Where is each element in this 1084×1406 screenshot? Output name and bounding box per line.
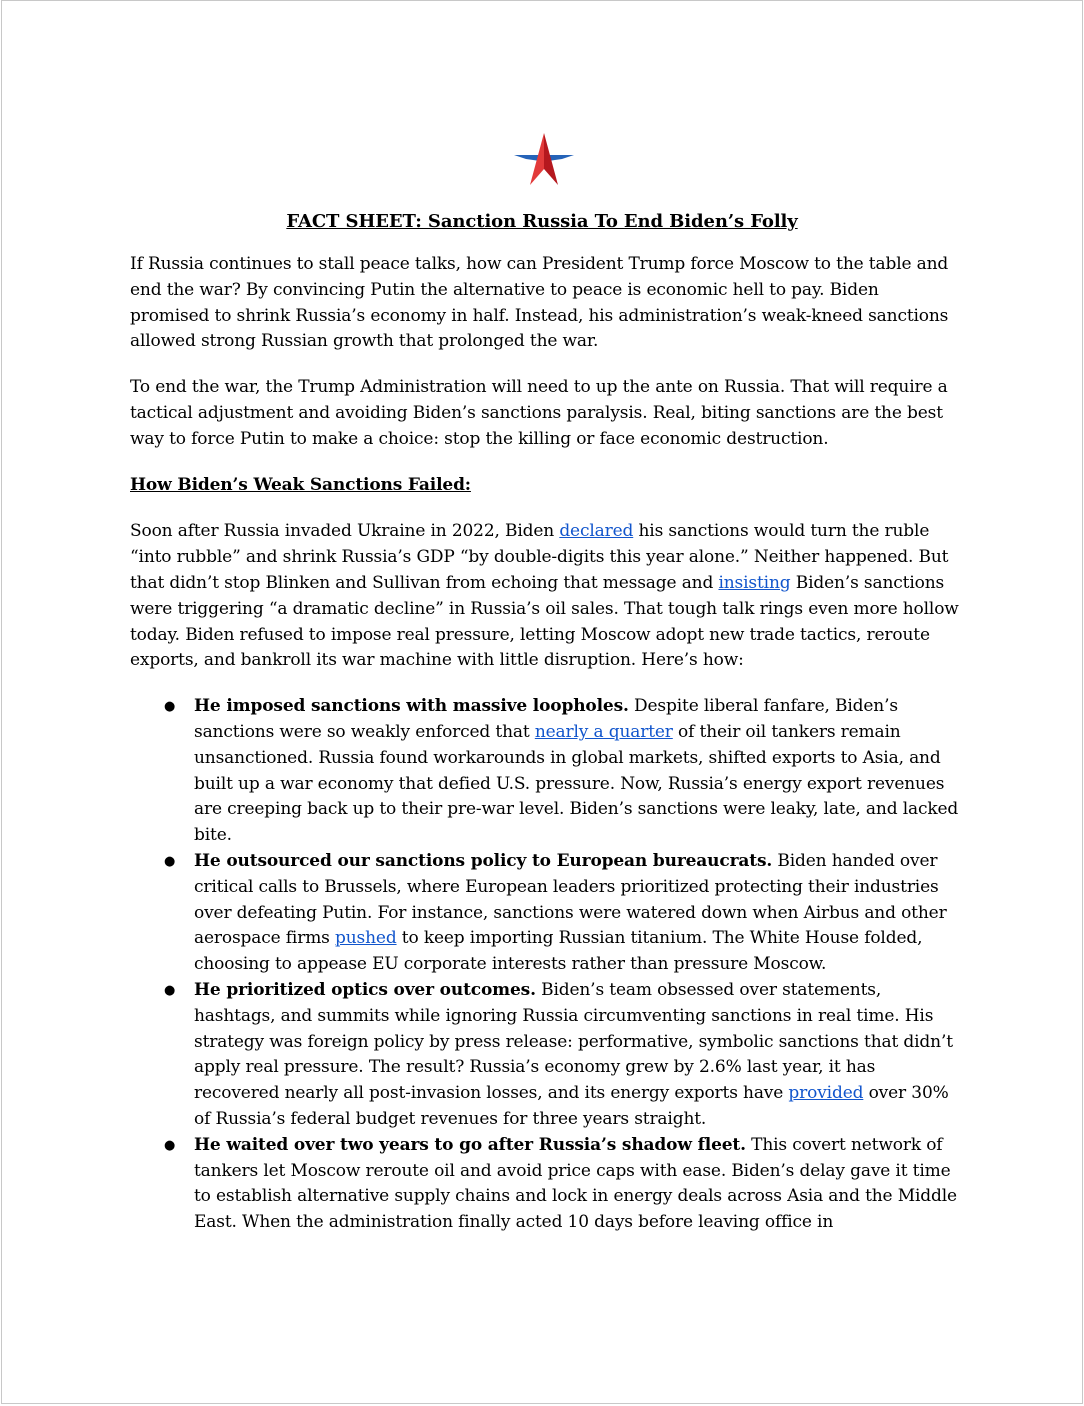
insisting-link[interactable]: insisting [718,572,791,593]
list-item: ● He outsourced our sanctions policy to European bureaucrats. Biden handed over critical calls to Brussels, where European leaders prioritized protecting their industries over defeating Putin. For instance, sanctions were watered down when Airbus and other aerospace firms pushed to keep importing Russian titanium. The White House folded, choosing to appease EU corporate interests rather than pressure Moscow. [164,850,947,975]
section-paragraph: Soon after Russia invaded Ukraine in 2022, Biden declared his sanctions would turn the ruble “into rubble” and shrink Russia’s GDP “by double-digits this year alone.” Neither happened. But that didn’t stop Blinken and Sullivan from echoing that message and insisting Biden’s sanctions were triggering “a dramatic decline” in Russia’s oil sales. That tough talk rings even more hollow today. Biden refused to impose real pressure, letting Moscow adopt new trade tactics, reroute exports, and bankroll its war machine with little disruption. Here’s how: [130,521,959,671]
provided-link[interactable]: provided [788,1083,864,1104]
section-heading: How Biden’s Weak Sanctions Failed: [130,474,471,495]
intro-paragraph: If Russia continues to stall peace talks, how can President Trump force Moscow to the table and end the war? By convincing Putin the alternative to peace is economic hell to pay. Biden promised to shrink Russia’s economy in half. Instead, his administration’s weak-kneed sanctions allowed strong Russian growth that prolonged the war. [130,254,949,352]
declared-link[interactable]: declared [559,521,634,542]
nearly-a-quarter-link[interactable]: nearly a quarter [534,721,673,742]
star-logo-icon [514,133,574,187]
bullet-icon: ● [164,699,176,715]
bullet-list [130,694,960,1236]
bullet-icon: ● [164,1137,176,1153]
document-body [130,252,960,1236]
bullet-icon: ● [164,982,176,998]
list-item: ● He waited over two years to go after Russia’s shadow fleet. This covert network of tankers let Moscow reroute oil and avoid price caps with ease. Biden’s delay gave it time to establish alternative supply chains and lock in energy deals across Asia and the Middle East. When the administration finally acted 10 days before leaving office in [164,1134,957,1233]
document-page [1,0,1083,1404]
list-item: ● He imposed sanctions with massive loopholes. Despite liberal fanfare, Biden’s sanctions were so weakly enforced that nearly a quarter of their oil tankers remain unsanctioned. Russia found workarounds in global markets, shifted exports to Asia, and built up a war economy that defied U.S. pressure. Now, Russia’s energy export revenues are creeping back up to their pre-war level. Biden’s sanctions were leaky, late, and lacked bite. [164,696,959,846]
page-title: FACT SHEET: Sanction Russia To End Biden’s Folly [286,211,798,232]
list-item: ● He prioritized optics over outcomes. Biden’s team obsessed over statements, hashtags, and summits while ignoring Russia circumventing sanctions in real time. His strategy was foreign policy by press release: performative, symbolic sanctions that didn’t apply real pressure. The result? Russia’s economy grew by 2.6% last year, it has recovered nearly all post-invasion losses, and its energy exports have provided over 30% of Russia’s federal budget revenues for three years straight. [164,979,953,1129]
bullet-icon: ● [164,853,176,869]
intro-paragraph: To end the war, the Trump Administration will need to up the ante on Russia. That will require a tactical adjustment and avoiding Biden’s sanctions paralysis. Real, biting sanctions are the best way to force Putin to make a choice: stop the killing or face economic destruction. [130,377,948,449]
pushed-link[interactable]: pushed [335,928,397,949]
